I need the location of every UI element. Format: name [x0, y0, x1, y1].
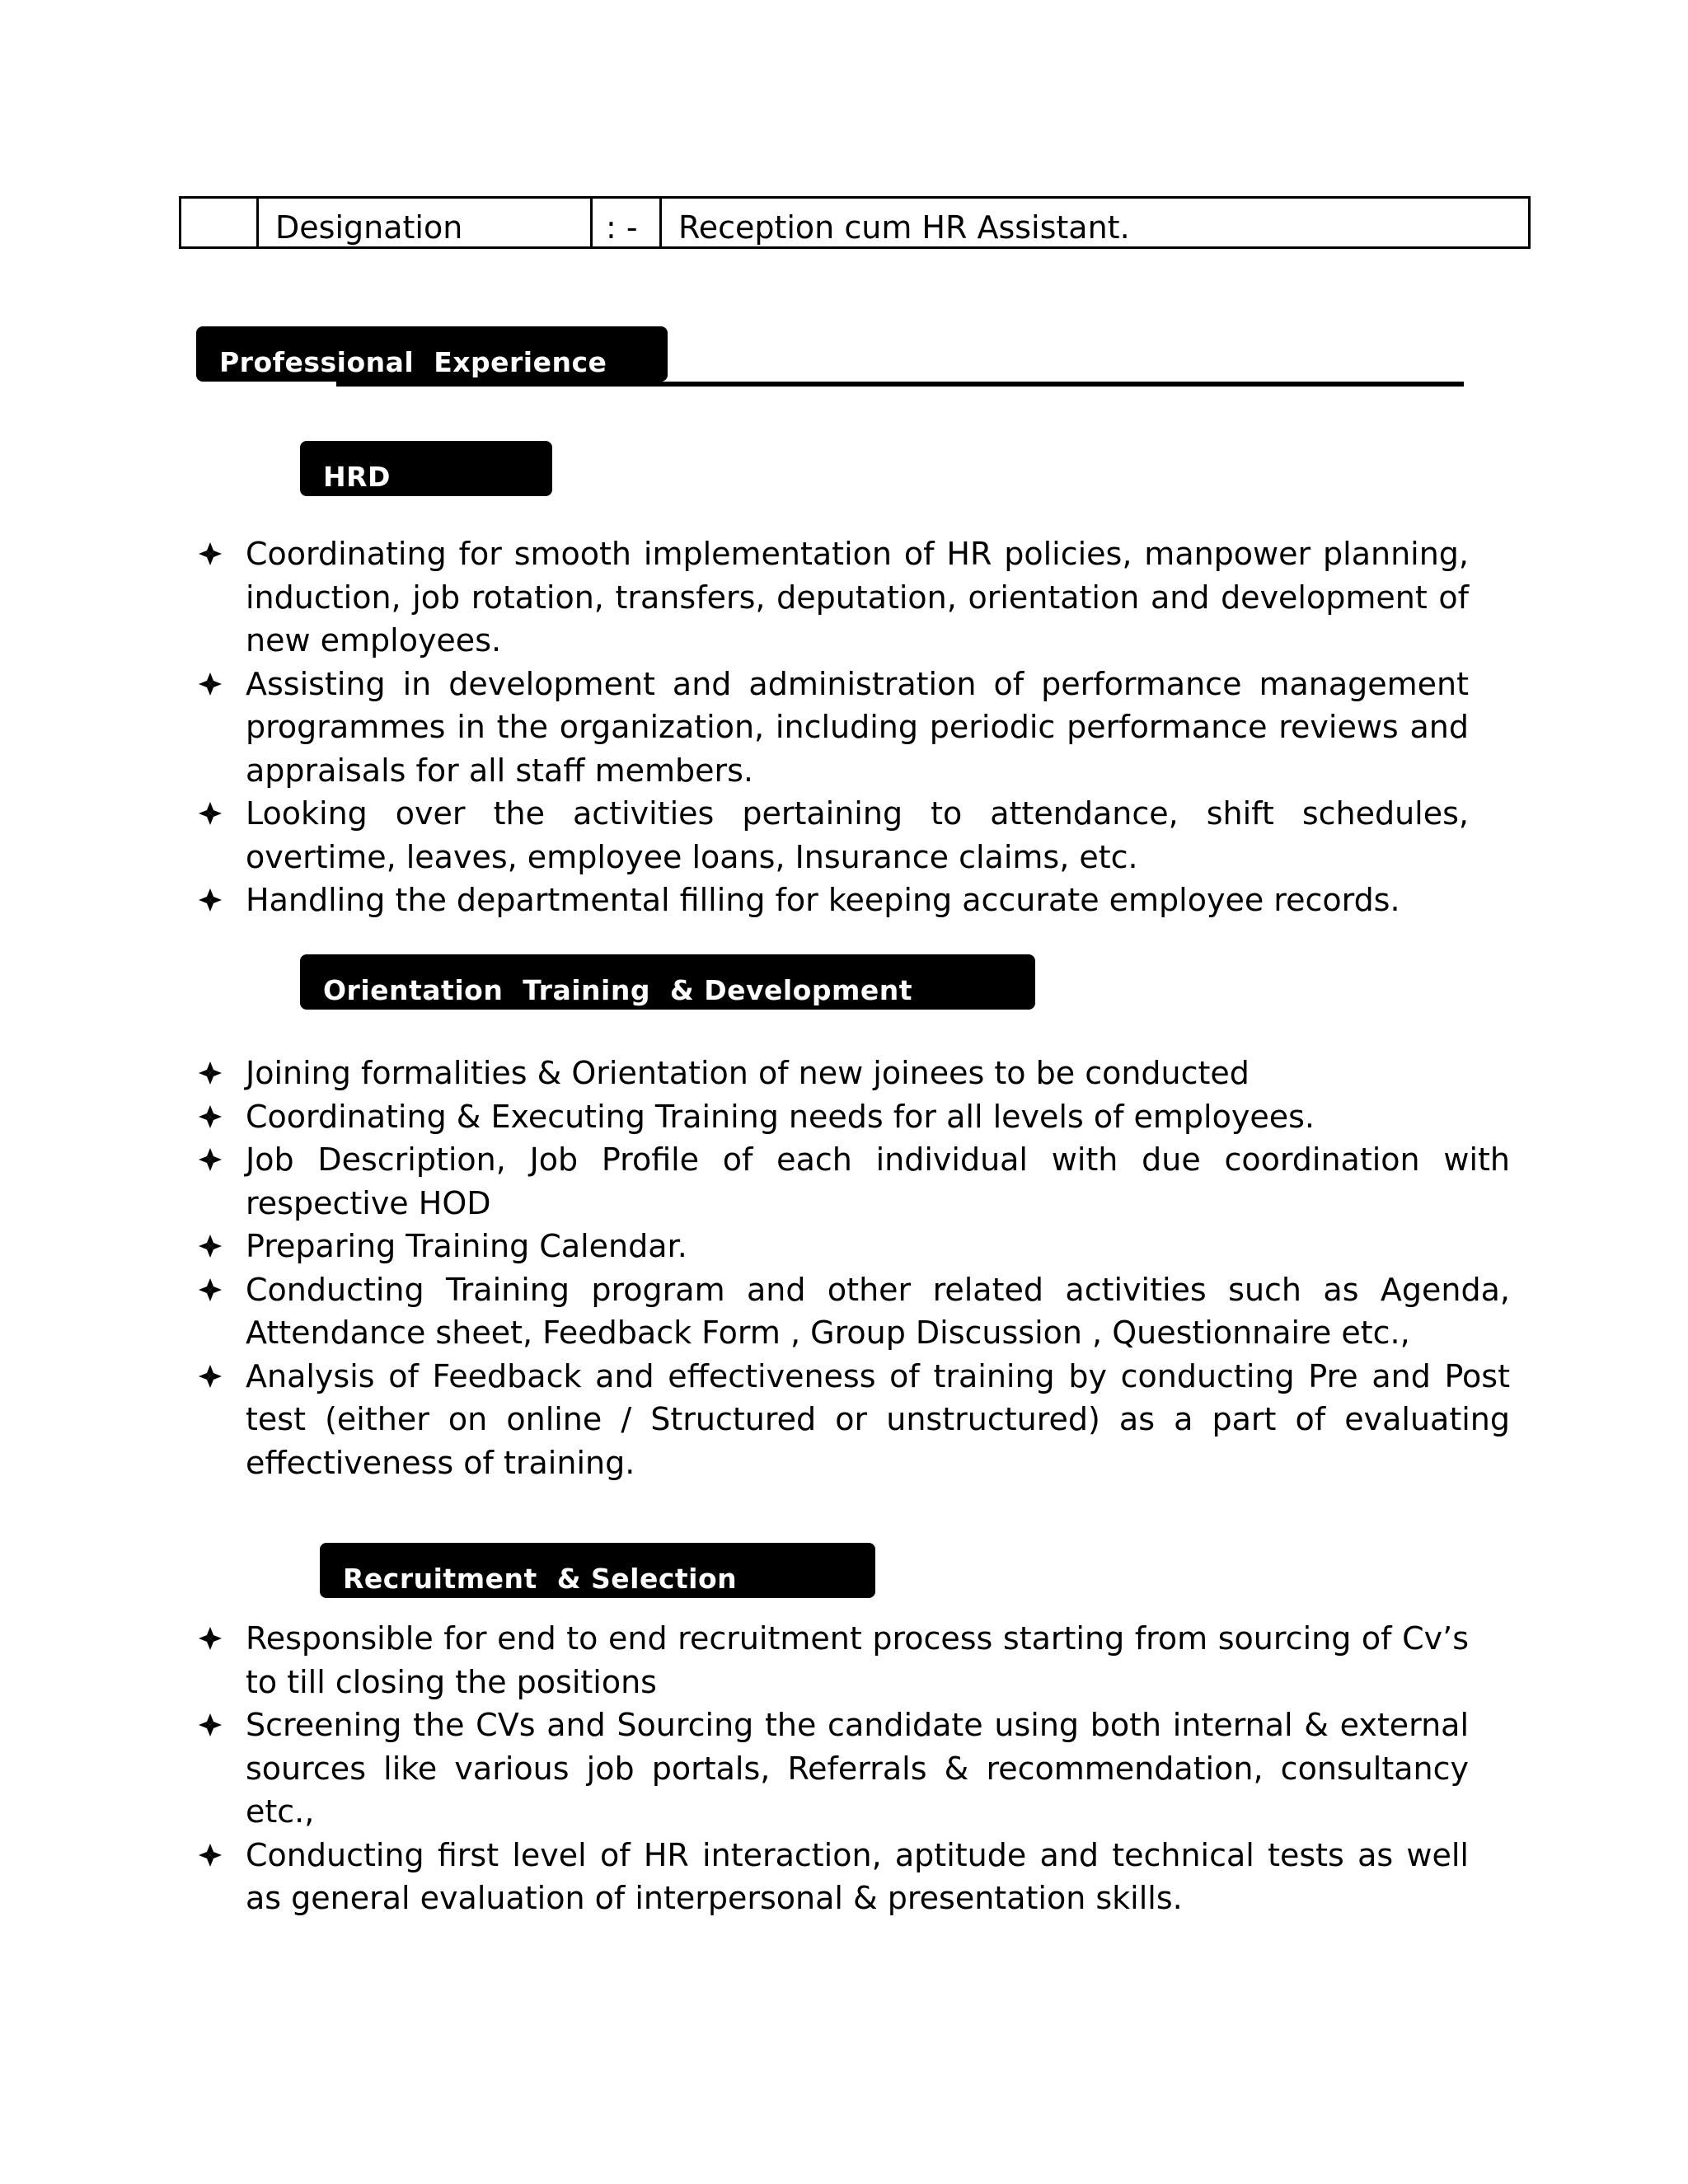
diamond-bullet-icon [198, 1138, 231, 1181]
list-item [198, 1355, 1510, 1485]
designation-value: Reception cum HR Assistant. [678, 209, 1130, 246]
section-title-professional-experience: Professional Experience [196, 326, 668, 382]
heading-orientation-training: Orientation Training & Development [300, 954, 1035, 1010]
list-item-text: Looking over the activities pertaining to attendance, shift schedules, overtime, leaves, employee loans, Insurance claims, etc. [246, 795, 1469, 875]
list-item-text: Conducting Training program and other related activities such as Agenda, Attendance sheet, Feedback Form , Group Discussion , Questionnaire etc., [246, 1271, 1510, 1351]
list-item-text: Job Description, Job Profile of each individual with due coordination with respective HOD [246, 1141, 1510, 1221]
diamond-bullet-icon [198, 792, 231, 835]
designation-separator: : - [593, 199, 662, 246]
list-item-text: Coordinating for smooth implementation of HR policies, manpower planning, induction, job rotation, transfers, deputation, orientation and development of new employees. [246, 536, 1469, 658]
list-item [198, 1052, 1510, 1095]
list-item-text: Analysis of Feedback and effectiveness of training by conducting Pre and Post test (either on online / Structured or unstructured) as a part of evaluating effectiveness of training. [246, 1357, 1510, 1481]
diamond-bullet-icon [198, 1095, 231, 1138]
list-item [198, 663, 1469, 793]
diamond-bullet-icon [198, 1052, 231, 1094]
heading-hrd: HRD [300, 441, 552, 496]
list-item [198, 1617, 1469, 1704]
designation-table [179, 196, 1531, 249]
list-item [198, 1095, 1510, 1139]
diamond-bullet-icon [198, 532, 231, 575]
training-list [198, 1052, 1510, 1484]
list-item-text: Responsible for end to end recruitment process starting from sourcing of Cv’s to till closing the positions [246, 1620, 1469, 1700]
list-item [198, 1225, 1510, 1268]
list-item [198, 1704, 1469, 1834]
diamond-bullet-icon [198, 1268, 231, 1311]
list-item [198, 1268, 1510, 1355]
diamond-bullet-icon [198, 879, 231, 921]
diamond-bullet-icon [198, 1834, 231, 1877]
recruitment-list [198, 1617, 1469, 1920]
diamond-bullet-icon [198, 1704, 231, 1746]
section-underline [336, 382, 1464, 387]
diamond-bullet-icon [198, 1355, 231, 1398]
list-item-text: Coordinating & Executing Training needs for all levels of employees. [246, 1098, 1315, 1135]
hrd-list [198, 532, 1469, 922]
list-item [198, 879, 1469, 922]
list-item-text: Handling the departmental filling for keeping accurate employee records. [246, 882, 1400, 918]
list-item-text: Conducting first level of HR interaction, aptitude and technical tests as well as general evaluation of interpersonal & presentation skills. [246, 1836, 1469, 1916]
list-item-text: Assisting in development and administration of performance management programmes in the organization, including periodic performance reviews and appraisals for all staff members. [246, 665, 1469, 789]
list-item-text: Preparing Training Calendar. [246, 1228, 687, 1264]
list-item-text: Joining formalities & Orientation of new joinees to be conducted [246, 1055, 1250, 1091]
empty-cell [181, 199, 259, 246]
list-item-text: Screening the CVs and Sourcing the candidate using both internal & external sources like various job portals, Referrals & recommendation, consultancy etc., [246, 1707, 1469, 1830]
diamond-bullet-icon [198, 1225, 231, 1268]
list-item [198, 1138, 1510, 1225]
list-item [198, 792, 1469, 879]
diamond-bullet-icon [198, 1617, 231, 1660]
heading-recruitment-selection: Recruitment & Selection [320, 1543, 875, 1598]
designation-label: Designation [259, 199, 593, 246]
diamond-bullet-icon [198, 663, 231, 705]
list-item [198, 1834, 1469, 1920]
list-item [198, 532, 1469, 663]
